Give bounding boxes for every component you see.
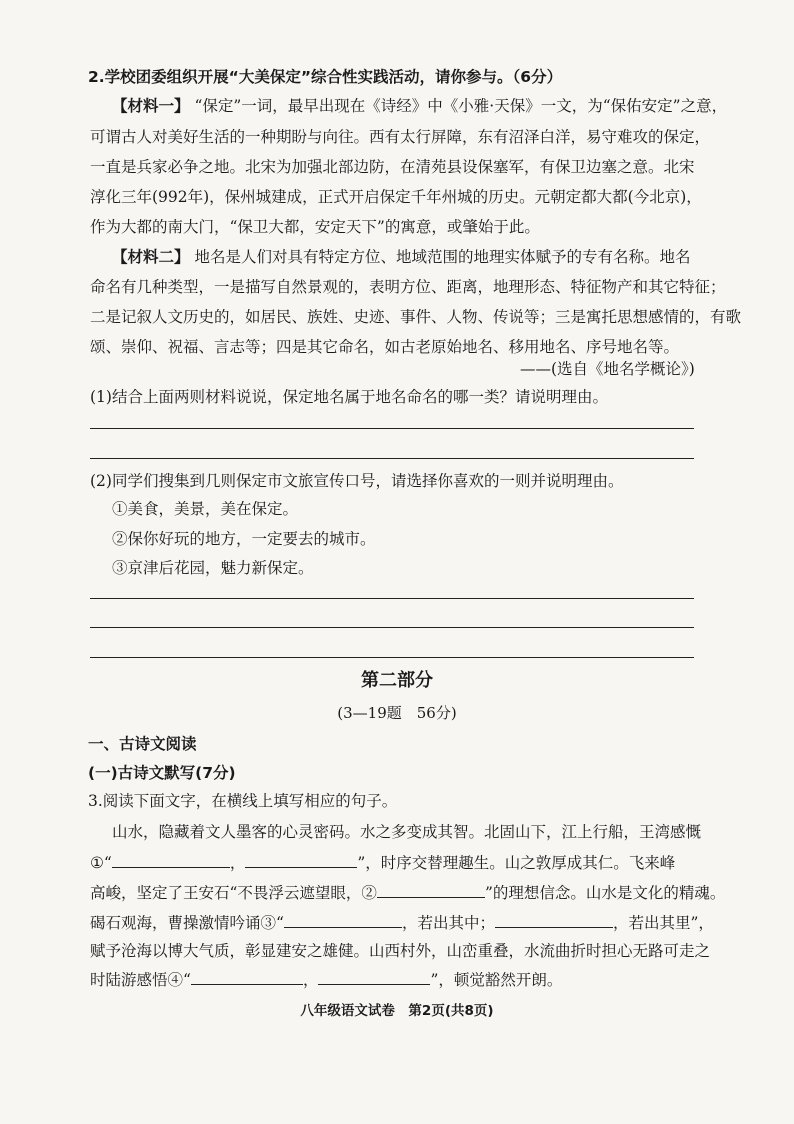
q3-text-line-5: 赋予沧海以博大气质，彰显建安之雄健。山西村外，山峦重叠，水流曲折时担心无路可走之	[90, 942, 711, 960]
q3-text-line-4	[90, 911, 714, 934]
material-2-line-2: 命名有几种类型，一是描写自然景观的，表明方位、距离，地理形态、特征物产和其它特征；	[90, 278, 726, 296]
option-3: ③京津后花园，魅力新保定。	[112, 559, 314, 577]
q3-text-line-6	[90, 968, 562, 991]
q2-sub2: (2)同学们搜集到几则保定市文旅宣传口号，请选择你喜欢的一则并说明理由。	[90, 472, 624, 490]
fill-blank-3b[interactable]	[495, 911, 613, 928]
q3-text: ，若出其中；	[401, 914, 495, 932]
q3-title: 3.阅读下面文字，在横线上填写相应的句子。	[88, 792, 398, 810]
section-heading: 一、古诗文阅读	[88, 735, 197, 753]
q3-text: ①“	[90, 854, 112, 872]
q2-sub1: (1)结合上面两则材料说说，保定地名属于地名命名的哪一类？请说明理由。	[90, 388, 608, 406]
material-1-line-3: 一直是兵家必争之地。北宋为加强北部边防，在清苑县设保塞军，有保卫边塞之意。北宋	[90, 158, 695, 176]
material-2-line-4: 颂、崇仰、祝福、言志等；四是其它命名，如古老原始地名、移用地名、序号地名等。	[90, 338, 680, 356]
q3-text-line-2: ①“ ， ”，时序交替理趣生。山之敦厚成其仁。飞来峰	[90, 851, 675, 874]
answer-line[interactable]	[90, 458, 694, 459]
q3-text: ，	[302, 971, 319, 989]
material-2-text: 地名是人们对具有特定方位、地域范围的地理实体赋予的专有名称。地名	[194, 248, 691, 266]
q3-text: ，若出其里”，	[612, 914, 714, 932]
q2-title: 2.学校团委组织开展“大美保定”综合性实践活动，请你参与。（6分）	[88, 68, 563, 86]
fill-blank-4a[interactable]	[191, 968, 303, 985]
fill-blank-1b[interactable]	[245, 851, 357, 868]
material-1-label: 【材料一】	[112, 97, 190, 115]
q3-text: 时陆游感悟④“	[90, 971, 191, 989]
material-2-label: 【材料二】	[112, 248, 190, 266]
fill-blank-4b[interactable]	[318, 968, 430, 985]
q3-text: ”，顿觉豁然开朗。	[430, 971, 563, 989]
q3-text: ”的理想信念。山水是文化的精魂。	[484, 884, 726, 902]
page-footer: 八年级语文试卷 第2页(共8页)	[300, 1003, 494, 1019]
q3-text-line-3	[90, 881, 725, 904]
option-2: ②保你好玩的地方，一定要去的城市。	[112, 530, 376, 548]
part2-title: 第二部分	[361, 670, 433, 691]
q3-text-line-1: 山水，隐藏着文人墨客的心灵密码。水之多变成其智。北固山下，江上行船，王湾感慨	[112, 823, 702, 841]
answer-line[interactable]	[90, 657, 694, 658]
q3-text: 碣石观海，曹操激情吟诵③“	[90, 914, 284, 932]
fill-blank-1[interactable]	[112, 851, 230, 868]
material-1-line-2: 可谓古人对美好生活的一种期盼与向往。西有太行屏障，东有沼泽白洋，易守难攻的保定，	[90, 128, 711, 146]
option-1: ①美食，美景，美在保定。	[112, 500, 299, 518]
material-2-line-3: 二是记叙人文历史的，如居民、族姓、史迹、事件、人物、传说等；三是寓托思想感情的，有歌	[90, 308, 742, 326]
subsection-heading: (一)古诗文默写(7分)	[88, 764, 236, 782]
fill-blank-2[interactable]	[377, 881, 485, 898]
answer-line[interactable]	[90, 627, 694, 628]
fill-blank-3a[interactable]	[284, 911, 402, 928]
material-1-text: “保定”一词，最早出现在《诗经》中《小雅·天保》一文，为“保佑安定”之意，	[194, 97, 728, 115]
q3-text: ”，时序交替理趣生。山之敦厚成其仁。飞来峰	[357, 854, 676, 872]
material-1-line-4: 淳化三年(992年)，保州城建成，正式开启保定千年州城的历史。元朝定都大都(今北京)，	[90, 188, 702, 206]
answer-line[interactable]	[90, 598, 694, 599]
answer-line[interactable]	[90, 428, 694, 429]
material-1-line-5: 作为大都的南大门，“保卫大都，安定天下”的寓意，或肇始于此。	[90, 218, 540, 236]
material-1-line-1	[112, 95, 727, 117]
part2-range: (3—19题 56分)	[337, 704, 457, 722]
material-2-line-1	[112, 246, 690, 268]
q3-text: 高峻，坚定了王安石“不畏浮云遮望眼，②	[90, 884, 377, 902]
material-source: ——(选自《地名学概论》)	[520, 360, 695, 378]
